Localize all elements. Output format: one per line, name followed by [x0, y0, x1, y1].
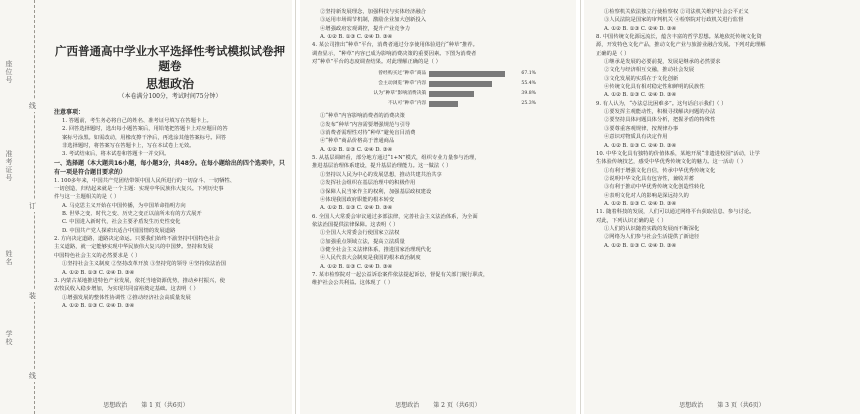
option-line: ①人们的认识随着实践的发展而不断深化	[604, 225, 700, 232]
cut-mark: 线	[29, 102, 36, 110]
footer-page-number: 第 2 页（共6页）	[433, 402, 481, 409]
footer-subject: 思想政治	[103, 402, 128, 409]
option-line: B. 世界之变、时代之变、历史之变正以前所未有的方式展开	[62, 211, 202, 218]
question-2	[54, 235, 286, 277]
option-line: C. 中国进入新时代，社会主要矛盾发生历史性变化	[62, 219, 181, 226]
chart-category-label: 会主动浏览“种草”内容	[378, 81, 427, 87]
option-line: D. 中国共产党人探索出适合中国国情的发展道路	[62, 227, 176, 234]
notice-line: 1. 答题前，考生务必将自己的姓名、准考证号填写在答题卡上。	[62, 118, 212, 124]
page-2-column	[312, 8, 568, 288]
question-line: 维护社会公共利益。这体现了（ ）	[312, 280, 394, 287]
question-1	[54, 177, 286, 235]
option-line: ②发挥社会组织在基层治理中的积极作用	[320, 180, 416, 187]
question-line: 4. 某公司推出“种草”平台，消费者通过分享使用体验进行“种草”推荐。	[312, 42, 478, 49]
page-footer	[0, 400, 292, 409]
chart-bar-row	[346, 99, 536, 109]
option-line: ①增强发展的整体性协调性 ②推动经济社会高质量发展	[62, 294, 191, 301]
page-1-column	[54, 8, 286, 310]
option-line: ②加强重点领域立法，提高立法质量	[320, 238, 405, 245]
question-9	[596, 100, 852, 150]
question-continued	[312, 8, 568, 41]
option-line: A. ①② B. ①③ C. ②④ D. ③④	[62, 269, 135, 276]
option-line: A. ①② B. ①③ C. ②④ D. ③④	[604, 242, 677, 249]
chart-bar	[429, 71, 505, 77]
option-line: ①继承是发展的必要前提，发展是继承的必然要求	[604, 59, 721, 66]
question-line: 一切创造，归结起来就是一个主题：实现中华民族伟大复兴。下列历史事	[54, 186, 224, 193]
question-continued	[596, 8, 852, 33]
option-line: A. ①② B. ①③ C. ②④ D. ③④	[62, 302, 135, 309]
option-line: ④表明文化对人的影响是深远持久的	[604, 192, 689, 199]
page-3-column	[596, 8, 852, 250]
question-line: 对“种草”平台的态度调查结果。对此理解正确的是（ ）	[312, 59, 441, 66]
question-3	[54, 277, 286, 310]
chart-category-label: 不认可“种草”内容	[387, 101, 427, 107]
question-line: 依法治国提供法律保障。这表明（ ）	[312, 221, 399, 228]
option-line: ①全国人大常委会行使国家立法权	[320, 230, 400, 237]
option-line: ③消费者需理性对待“种草”避免盲目消费	[320, 130, 416, 137]
chart-bar-track	[429, 91, 519, 97]
chart-data-label: 55.4%	[521, 81, 536, 87]
option-line: ④意识对物质具有决定作用	[604, 134, 668, 141]
chart-data-label: 67.1%	[521, 71, 536, 77]
question-line: 正确的是（ ）	[596, 50, 630, 57]
question-7	[312, 271, 568, 288]
option-line: ①“种草”内容影响消费者的消费决策	[320, 113, 405, 120]
question-11	[596, 208, 852, 250]
question-line: 8. 中国传统文化源远流长，蕴含丰富的哲学思想。某地依托传统文化资	[596, 34, 762, 41]
option-line: ③健全社会主义法律体系，推进国家治理现代化	[320, 246, 432, 253]
option-line: A. ①② B. ①③ C. ②④ D. ③④	[604, 142, 677, 149]
question-4	[312, 41, 568, 154]
notice-list	[54, 117, 286, 159]
option-line: A. ①② B. ①③ C. ②④ D. ③④	[604, 92, 677, 99]
notice-line: 3. 考试结束后，将本试卷和答题卡一并交回。	[62, 151, 170, 158]
option-line: ①有利于增强文化自信，传承中华优秀传统文化	[604, 167, 716, 174]
question-line: 1. 100多年来，中国共产党团结带领中国人民所进行的一切奋斗、一切牺牲、	[54, 177, 236, 184]
option-line: ③运用市场调节机制，激励企业加大创新投入	[320, 17, 426, 24]
option-line: ①检察机关依法独立行使检察权 ②司法机关维护社会公平正义	[604, 9, 749, 15]
exam-page-1	[0, 0, 292, 414]
exam-subject: 思想政治	[145, 77, 194, 91]
chart-bar-track	[429, 101, 519, 107]
question-10	[596, 150, 852, 208]
option-line: A. ①② B. ①③ C. ②④ D. ③④	[320, 263, 393, 270]
option-line: ②网络为人们参与社会生活提供了新途径	[604, 234, 700, 241]
cut-mark: 线	[29, 372, 36, 380]
exam-meta: （本卷满分100分，考试时间75分钟）	[118, 93, 222, 100]
option-line: ④增强政府宏观调控，提升产业竞争力	[320, 25, 411, 32]
chart-bar	[429, 101, 457, 107]
option-line: ③保障人民当家作主的权利，加强基层政权建设	[320, 188, 432, 195]
option-line: A. ①② B. ①③ C. ②④ D. ③④	[320, 205, 393, 212]
question-line: 2. 方向决定道路，道路决定命运。只要我们始终不渝坚持中国特色社会	[54, 236, 220, 243]
option-line: A. ①② B. ①③ C. ②④ D. ③④	[320, 146, 393, 153]
option-line: ④“种草”商品价格高于普通商品	[320, 138, 395, 145]
section-heading: 一、选择题（本大题共16小题，每小题3分，共48分。在每小题给出的四个选项中，只有一项是符合题目要求的）	[54, 159, 285, 176]
option-line: ②说明中华文化具有包容性，兼收并蓄	[604, 175, 695, 182]
chart-bar	[429, 81, 491, 87]
page-footer	[300, 400, 576, 409]
chart-bar-row	[346, 89, 536, 99]
option-line: ②坚持新发展理念，加强科技与实体经济融合	[320, 9, 426, 15]
exam-number-field-label: 准考证号	[5, 150, 13, 182]
question-line: 11. 随着科技的发展，人们可以通过网络平台获取信息、参与讨论。	[596, 209, 755, 216]
school-field-label: 学校	[5, 330, 13, 346]
notice-line: 非选择题时，将答案写在答题卡上，写在本试卷上无效。	[62, 143, 195, 150]
cut-mark: 装	[29, 292, 36, 300]
option-line: A. ①② B. ①③ C. ②④ D. ③④	[320, 34, 393, 41]
footer-page-number: 第 1 页（共6页）	[141, 402, 189, 409]
page-footer	[584, 400, 860, 409]
option-line: ③文化发展的实质在于文化创新	[604, 75, 679, 82]
name-field-label: 姓名	[5, 250, 13, 266]
question-line: 中国特色社会主义的必然要求是（ ）	[54, 252, 141, 259]
option-line: ③人民法院是国家的审判机关 ④检察院对行政机关进行监督	[604, 17, 744, 24]
option-line: ②要坚持具体问题具体分析，把握矛盾的特殊性	[604, 117, 716, 124]
chart-data-label: 39.8%	[521, 91, 536, 97]
option-line: ③要尊重客观规律，按规律办事	[604, 125, 679, 132]
option-line: ④传统文化具有相对稳定性和鲜明的民族性	[604, 84, 705, 91]
notice-heading: 注意事项：	[54, 109, 85, 116]
question-line: 源，开发特色文化产品，推动文化产业与旅游业融合发展。下列对此理解	[596, 42, 766, 49]
chart-bar-track	[429, 81, 519, 87]
exam-title: 广西普通高中学业水平选择性考试模拟试卷押题卷	[55, 44, 285, 73]
question-line: 对此，下列认识正确的是（ ）	[596, 217, 667, 224]
question-line: 主义道路，就一定能够实现中华民族伟大复兴的中国梦。坚持和发展	[54, 244, 213, 251]
seat-number-field-label: 座位号	[5, 60, 13, 84]
question-line: 推进基层治理体系建设，提升基层治理能力。这一做法（ ）	[312, 163, 452, 170]
option-line: ④体现我国政府职能的根本转变	[320, 196, 395, 203]
option-line: ①要发挥主观能动性，积极寻找解决问题的办法	[604, 109, 716, 116]
chart-data-label: 25.3%	[521, 101, 536, 107]
page-seam	[295, 0, 296, 414]
option-line: ④人民代表大会制度是我国的根本政治制度	[320, 255, 421, 262]
option-line: A. ①② B. ①③ C. ②④ D. ③④	[604, 25, 677, 32]
question-line: 件与这一主题相关的是（ ）	[54, 194, 120, 201]
question-line: 调查显示，“种草”内容已成为影响消费决策的重要因素。下图为消费者	[312, 50, 477, 57]
option-line: ②发布“种草”内容需要增强规范与引导	[320, 121, 411, 128]
chart-category-label: 曾经购买过“种草”商品	[378, 71, 427, 77]
binding-margin	[0, 0, 46, 414]
chart-bar	[429, 91, 474, 97]
question-6	[312, 213, 568, 271]
chart-bar-row	[346, 79, 536, 89]
question-line: 10. 中华文化具有独特的价值体系，某地开展“非遗进校园”活动，让学	[596, 150, 760, 157]
question-line: 6. 全国人大常委会审议通过多部法律，完善社会主义法治体系，为全面	[312, 213, 478, 220]
question-line: 5. 从基层调研看，部分地方通过“1+N”模式，组织专业力量参与治理，	[312, 155, 480, 162]
notice-line: 2. 回答选择题时，选出每小题答案后，用铅笔把答题卡上对应题目的答	[62, 126, 228, 133]
option-line: A. 马克思主义开始在中国传播，为中国革命指明方向	[62, 202, 186, 209]
question-5	[312, 154, 568, 212]
page-seam	[580, 0, 581, 414]
option-line: A. ①② B. ①③ C. ②④ D. ③④	[604, 200, 677, 207]
option-line: ①坚持社会主义制度 ②坚持改革开放 ③坚持党的领导 ④坚持依法治国	[62, 261, 226, 268]
notice-line: 案标号涂黑。如需改动，用橡皮擦干净后，再选涂其他答案标号。回答	[62, 134, 227, 141]
question-line: 7. 某市检察院对一起公益诉讼案件依法提起诉讼，督促有关部门履行职责，	[312, 271, 489, 278]
cut-mark: 订	[29, 202, 36, 210]
exam-page-2	[300, 0, 576, 414]
footer-subject: 思想政治	[679, 402, 704, 409]
question-line: 生体验传统技艺，感受中华优秀传统文化的魅力。这一活动（ ）	[596, 159, 746, 166]
footer-page-number: 第 3 页（共6页）	[717, 402, 765, 409]
option-line: ①坚持以人民为中心的发展思想，推动共建共治共享	[320, 171, 442, 178]
footer-subject: 思想政治	[395, 402, 420, 409]
survey-bar-chart	[346, 69, 536, 109]
chart-bar-track	[429, 71, 519, 77]
option-line: ③有利于推动中华优秀传统文化创造性转化	[604, 184, 705, 191]
chart-category-label: 认为“种草”影响消费决策	[373, 91, 427, 97]
question-line: 9. 有人认为，“办法总比困难多”。这句话启示我们（ ）	[596, 100, 727, 107]
question-line: 3. 内蒙古某地推进特色产业发展，依托当地资源优势，推动乡村振兴，使	[54, 277, 225, 284]
question-line: 农牧民收入稳步增加，为实现共同富裕奠定基础。这表明（ ）	[54, 286, 199, 293]
exam-page-3	[584, 0, 860, 414]
option-line: ②文化与经济相互交融，推动社会发展	[604, 67, 695, 74]
question-8	[596, 33, 852, 100]
chart-bar-row	[346, 69, 536, 79]
